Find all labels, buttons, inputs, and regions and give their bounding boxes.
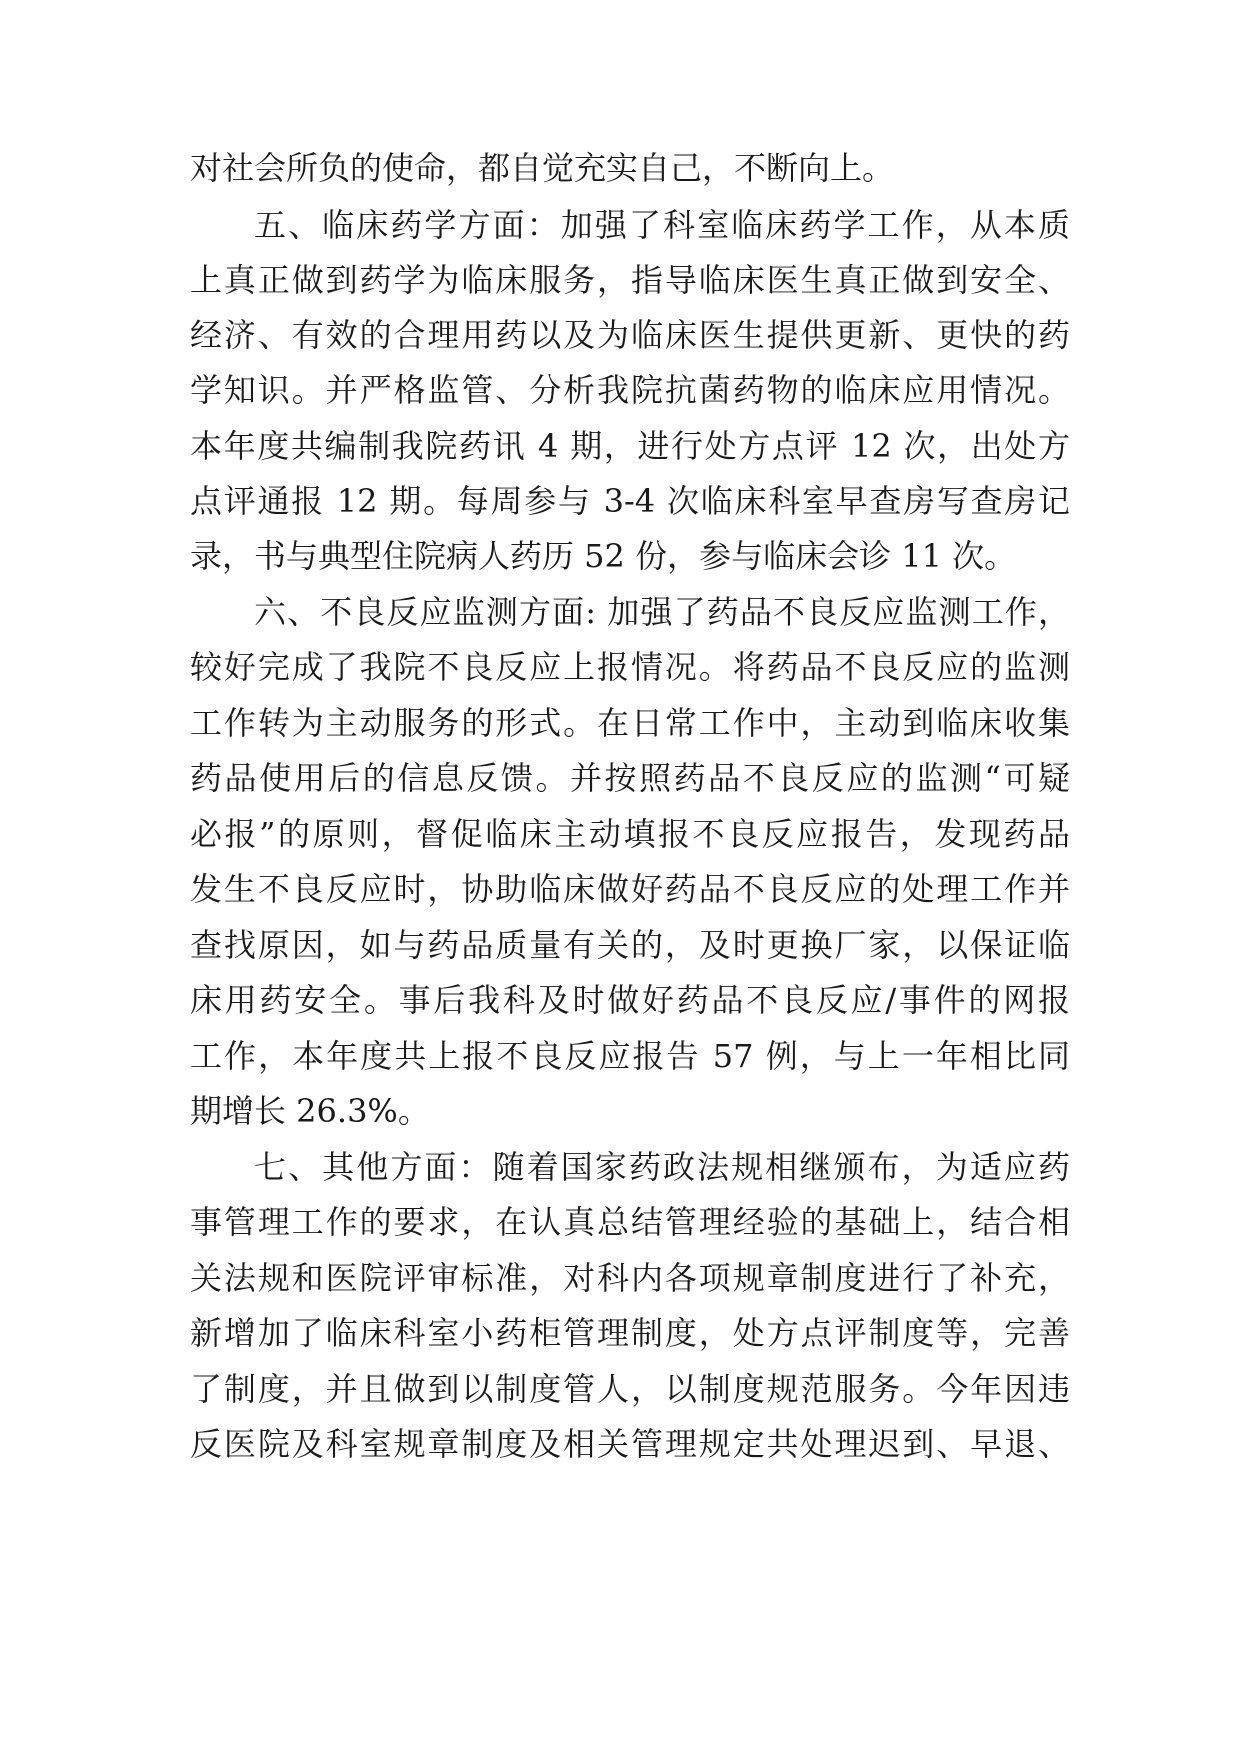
text-line: 发生不良反应时，协助临床做好药品不良反应的处理工作并 bbox=[190, 870, 1070, 908]
text-line: 关法规和医院评审标准，对科内各项规章制度进行了补充， bbox=[190, 1259, 1070, 1297]
text-line: 必报”的原则，督促临床主动填报不良反应报告，发现药品 bbox=[190, 815, 1070, 853]
text-line: 了制度，并且做到以制度管人，以制度规范服务。今年因违 bbox=[190, 1370, 1070, 1408]
text-line: 工作，本年度共上报不良反应报告 57 例，与上一年相比同 bbox=[190, 1037, 1070, 1075]
text-line: 新增加了临床科室小药柜管理制度，处方点评制度等，完善 bbox=[190, 1314, 1070, 1352]
text-line: 经济、有效的合理用药以及为临床医生提供更新、更快的药 bbox=[190, 316, 1070, 354]
text-line: 本年度共编制我院药讯 4 期，进行处方点评 12 次，出处方 bbox=[190, 427, 1070, 465]
text-line: 上真正做到药学为临床服务，指导临床医生真正做到安全、 bbox=[190, 261, 1070, 299]
text-line: 事管理工作的要求，在认真总结管理经验的基础上，结合相 bbox=[190, 1203, 1070, 1241]
text-line: 学知识。并严格监管、分析我院抗菌药物的临床应用情况。 bbox=[190, 371, 1070, 409]
text-line: 较好完成了我院不良反应上报情况。将药品不良反应的监测 bbox=[190, 648, 1070, 686]
text-line: 七、其他方面：随着国家药政法规相继颁布，为适应药 bbox=[254, 1148, 1070, 1186]
text-line: 查找原因，如与药品质量有关的，及时更换厂家，以保证临 bbox=[190, 926, 1070, 964]
text-line: 对社会所负的使命，都自觉充实自己，不断向上。 bbox=[190, 149, 895, 187]
text-line: 点评通报 12 期。每周参与 3-4 次临床科室早查房写查房记 bbox=[190, 482, 1070, 520]
text-line: 六、不良反应监测方面: 加强了药品不良反应监测工作， bbox=[254, 593, 1070, 631]
text-line: 反医院及科室规章制度及相关管理规定共处理迟到、早退、 bbox=[190, 1425, 1070, 1463]
text-line: 期增长 26.3%。 bbox=[190, 1092, 430, 1130]
text-line: 工作转为主动服务的形式。在日常工作中，主动到临床收集 bbox=[190, 704, 1070, 742]
text-line: 床用药安全。事后我科及时做好药品不良反应/事件的网报 bbox=[190, 981, 1070, 1019]
text-line: 五、临床药学方面：加强了科室临床药学工作，从本质 bbox=[254, 206, 1070, 244]
text-line: 录，书与典型住院病人药历 52 份，参与临床会诊 11 次。 bbox=[190, 537, 1017, 575]
text-line: 药品使用后的信息反馈。并按照药品不良反应的监测“可疑 bbox=[190, 759, 1070, 797]
